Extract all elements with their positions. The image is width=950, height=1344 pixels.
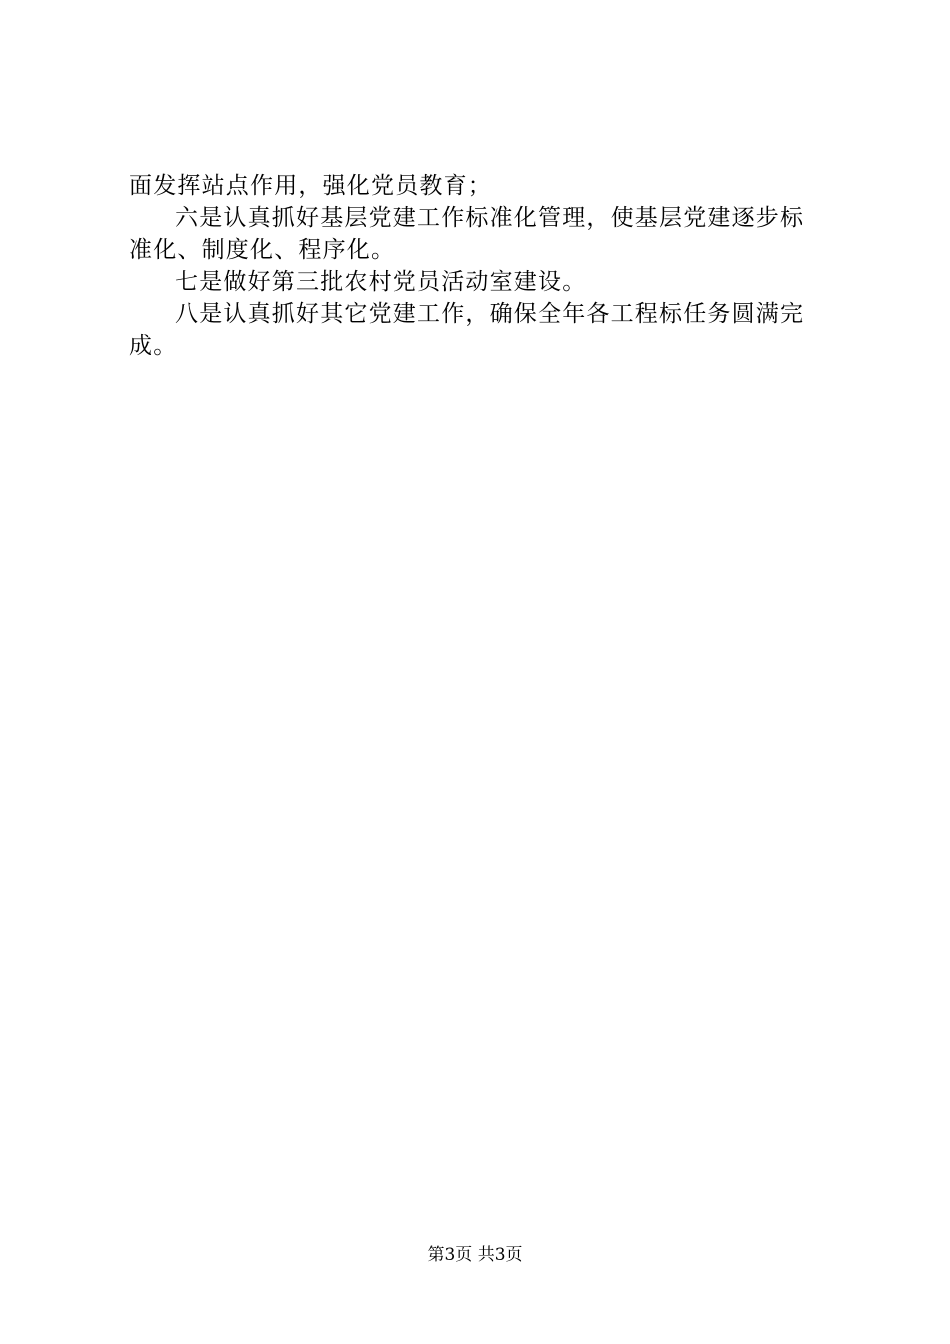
paragraph-eight-line-2: 成。	[129, 333, 178, 359]
paragraph-six-line-1: 六是认真抓好基层党建工作标准化管理，使基层党建逐步标	[175, 205, 805, 231]
paragraph-six-line-2: 准化、制度化、程序化。	[129, 237, 396, 263]
paragraph-continuation-line: 面发挥站点作用，强化党员教育；	[129, 173, 492, 199]
page-footer	[0, 1243, 950, 1267]
paragraph-seven-line-1: 七是做好第三批农村党员活动室建设。	[175, 269, 587, 295]
document-body	[129, 170, 839, 362]
paragraph-eight-line-1: 八是认真抓好其它党建工作，确保全年各工程标任务圆满完	[175, 301, 805, 327]
page-indicator: 第3页 共3页	[427, 1245, 523, 1265]
